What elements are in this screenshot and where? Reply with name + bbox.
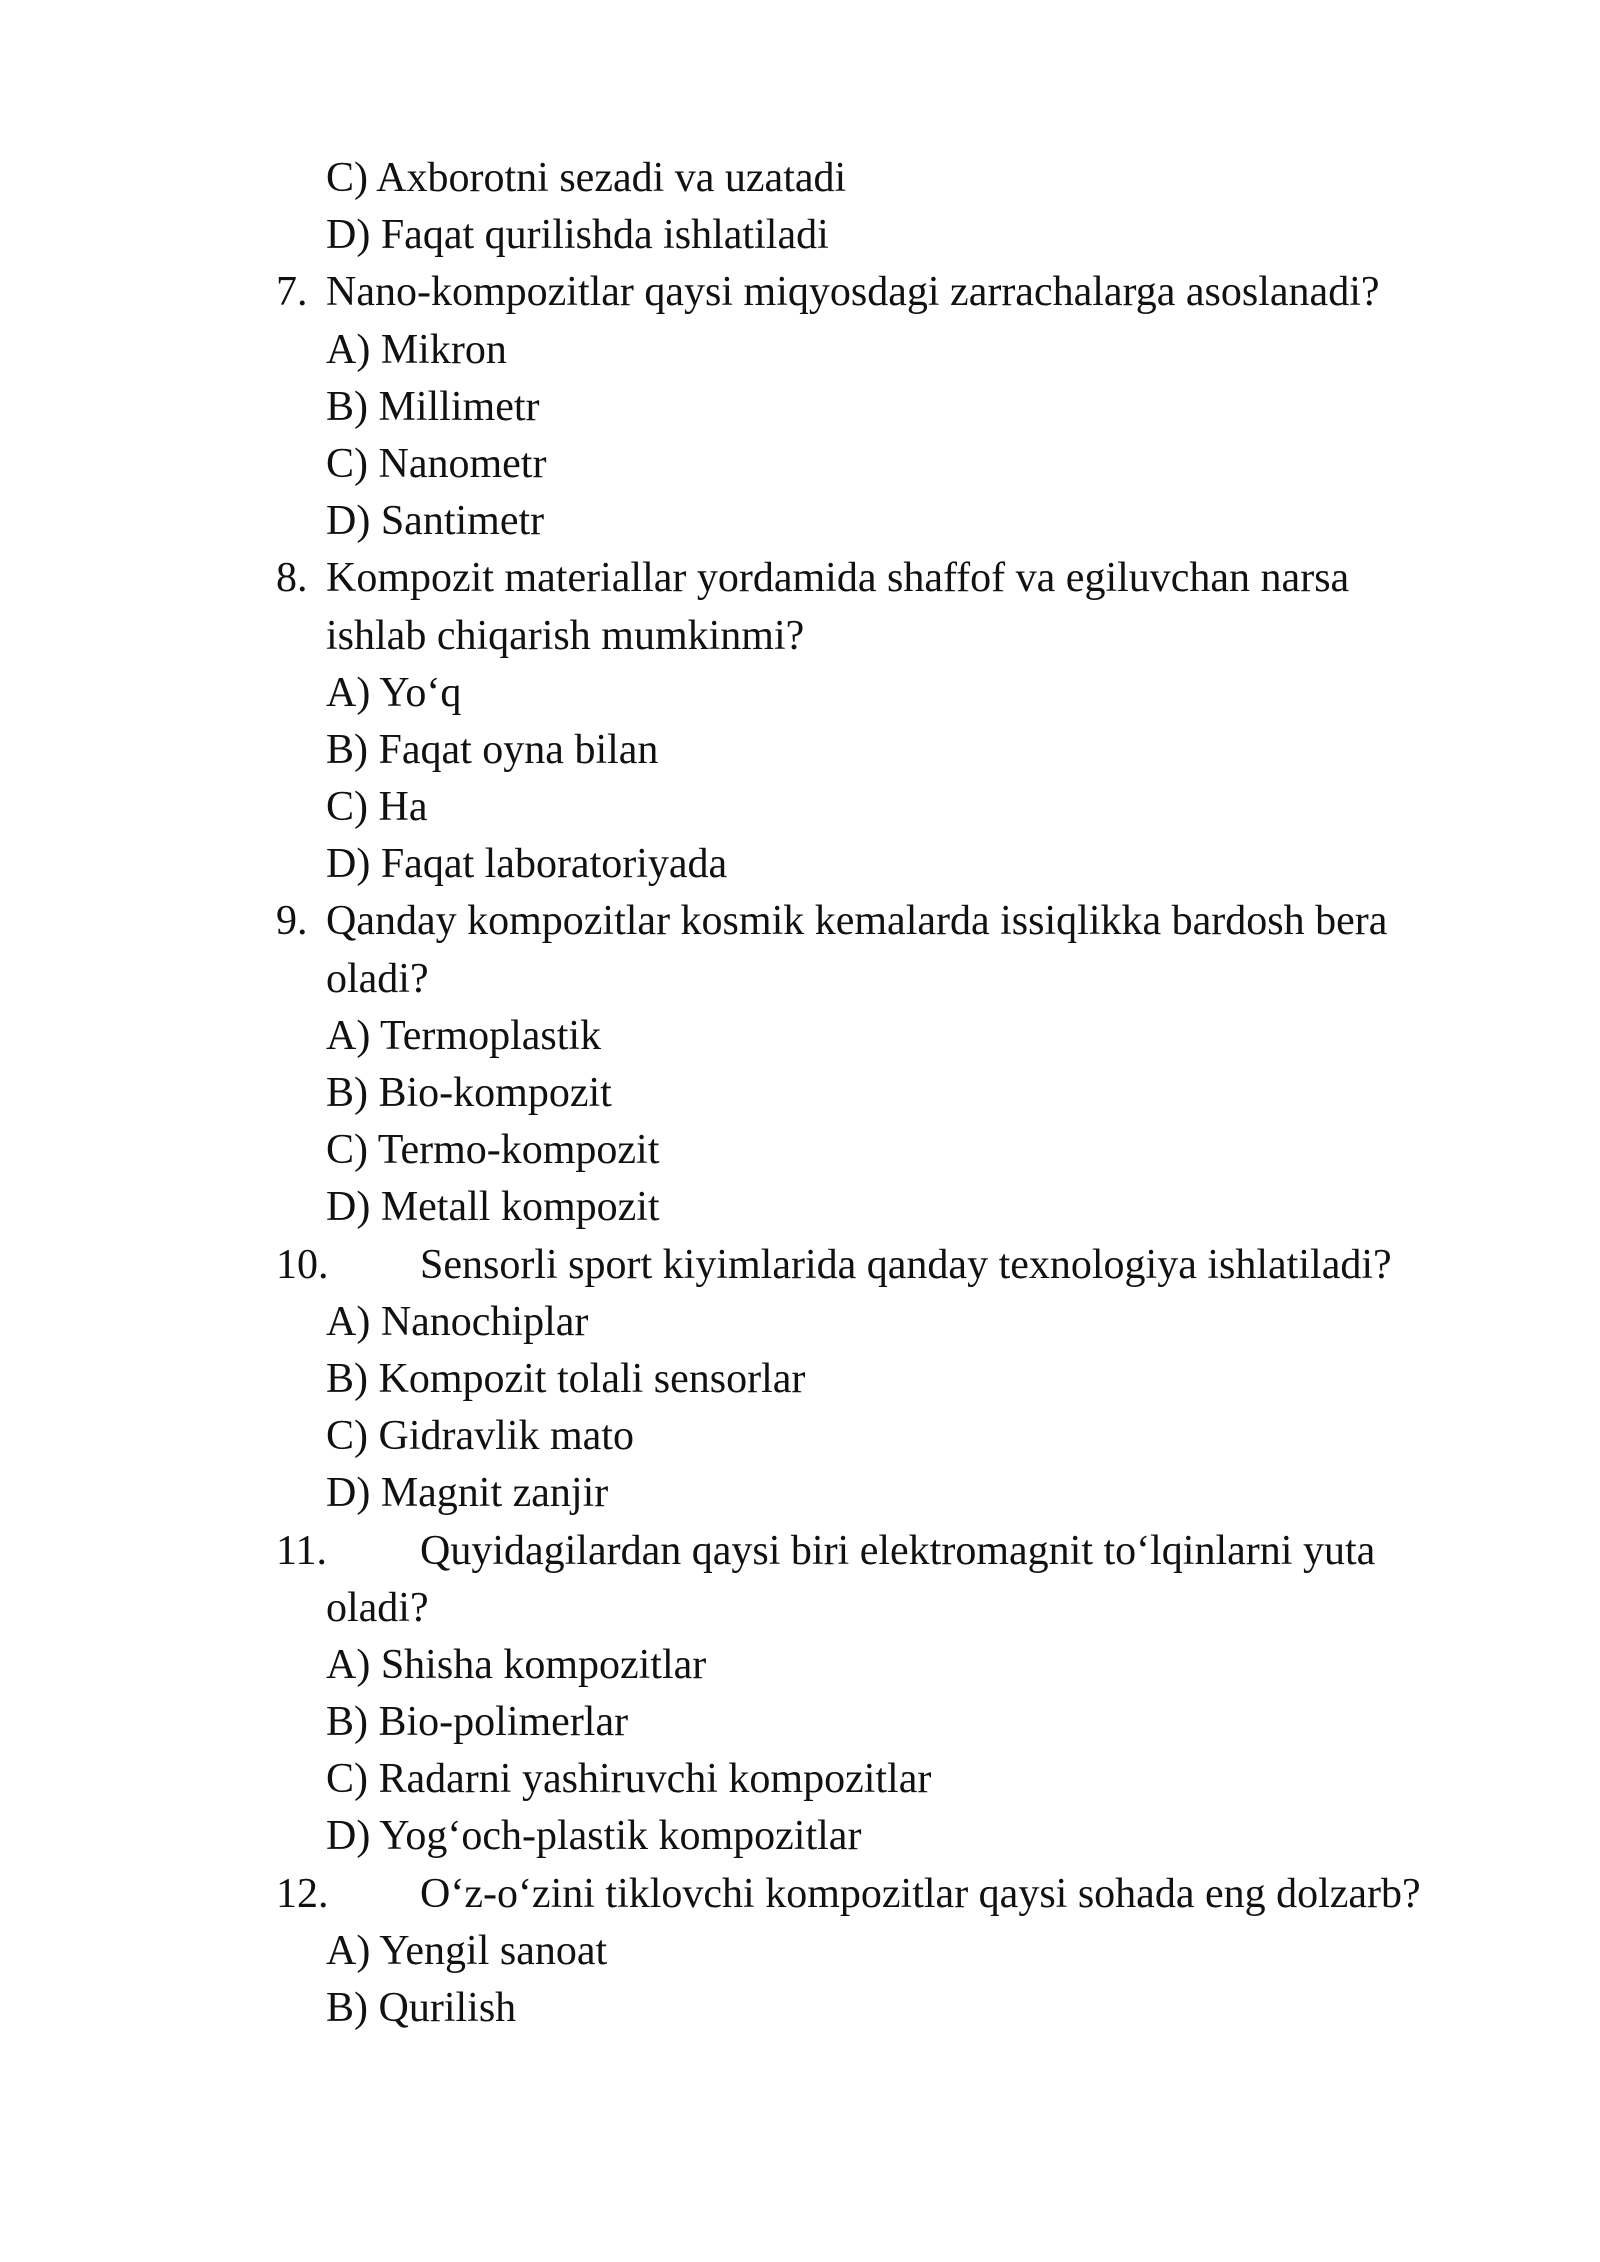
answer-option (276, 722, 1476, 779)
answer-option-text: C) Axborotni sezadi va uzatadi (326, 155, 847, 201)
answer-option (276, 665, 1476, 722)
question (276, 1866, 1476, 1923)
question-text-continuation (276, 951, 1476, 1008)
question-text: Quyidagilardan qaysi biri elektromagnit to‘lqinlarni yuta (420, 1527, 1376, 1574)
answer-option (276, 1351, 1476, 1408)
question-number: 10. (276, 1241, 329, 1288)
answer-option-text: C) Nanometr (326, 440, 547, 487)
answer-option (276, 493, 1476, 550)
answer-option (276, 1408, 1476, 1465)
question-number: 7. (276, 269, 308, 316)
question-text: Qanday kompozitlar kosmik kemalarda issiqlikka bardosh bera (326, 898, 1388, 945)
question-number: 11. (276, 1527, 327, 1574)
question-text: Nano-kompozitlar qaysi miqyosdagi zarrachalarga asoslanadi? (326, 269, 1380, 316)
quiz-content (276, 150, 1476, 2037)
question-number: 8. (276, 555, 308, 602)
answer-option-text: B) Bio-kompozit (326, 1070, 612, 1116)
question (276, 264, 1476, 321)
answer-option (276, 779, 1476, 836)
answer-option (276, 150, 1476, 207)
answer-option-text: D) Yog‘och-plastik kompozitlar (326, 1813, 862, 1860)
answer-option-text: B) Qurilish (326, 1985, 517, 2031)
answer-option-text: C) Radarni yashiruvchi kompozitlar (326, 1756, 932, 1803)
answer-option-text: A) Yengil sanoat (326, 1927, 608, 1974)
answer-option-text: A) Mikron (326, 326, 507, 373)
answer-option-text: D) Metall kompozit (326, 1184, 660, 1231)
answer-option-text: B) Faqat oyna bilan (326, 726, 659, 773)
answer-option-text: C) Ha (326, 784, 428, 831)
answer-option (276, 379, 1476, 436)
question-number: 9. (276, 898, 308, 945)
answer-option-text: B) Bio-polimerlar (326, 1699, 629, 1746)
answer-option (276, 1923, 1476, 1980)
answer-option (276, 436, 1476, 493)
answer-option (276, 1980, 1476, 2037)
answer-option (276, 207, 1476, 264)
answer-option (276, 1179, 1476, 1236)
answer-option-text: D) Faqat qurilishda ishlatiladi (326, 212, 829, 259)
question-text: ishlab chiqarish mumkinmi? (326, 612, 805, 659)
question (276, 550, 1476, 607)
answer-option (276, 1065, 1476, 1122)
question-text: Kompozit materiallar yordamida shaffof va egiluvchan narsa (326, 555, 1350, 602)
question (276, 893, 1476, 950)
question-text: oladi? (326, 1584, 429, 1631)
answer-option-text: A) Shisha kompozitlar (326, 1641, 707, 1688)
answer-option (276, 1465, 1476, 1522)
answer-option-text: C) Termo-kompozit (326, 1127, 660, 1174)
question (276, 1523, 1476, 1580)
answer-option (276, 1008, 1476, 1065)
answer-option-text: B) Millimetr (326, 383, 540, 430)
answer-option (276, 1122, 1476, 1179)
answer-option (276, 836, 1476, 893)
answer-option-text: C) Gidravlik mato (326, 1413, 634, 1460)
answer-option (276, 1808, 1476, 1865)
answer-option (276, 1294, 1476, 1351)
question-text-continuation (276, 608, 1476, 665)
answer-option-text: A) Termoplastik (326, 1012, 602, 1059)
answer-option (276, 322, 1476, 379)
question-text: oladi? (326, 955, 429, 1002)
question (276, 1237, 1476, 1294)
question-number: 12. (276, 1870, 329, 1917)
answer-option (276, 1751, 1476, 1808)
question-text: O‘z-o‘zini tiklovchi kompozitlar qaysi sohada eng dolzarb? (420, 1870, 1421, 1917)
answer-option (276, 1694, 1476, 1751)
answer-option-text: A) Yo‘q (326, 669, 462, 716)
answer-option-text: B) Kompozit tolali sensorlar (326, 1355, 806, 1402)
answer-option-text: D) Faqat laboratoriyada (326, 841, 728, 888)
answer-option-text: D) Magnit zanjir (326, 1470, 609, 1517)
question-text-continuation (276, 1580, 1476, 1637)
question-text: Sensorli sport kiyimlarida qanday texnologiya ishlatiladi? (420, 1241, 1392, 1288)
answer-option (276, 1637, 1476, 1694)
answer-option-text: A) Nanochiplar (326, 1298, 589, 1345)
answer-option-text: D) Santimetr (326, 498, 545, 545)
